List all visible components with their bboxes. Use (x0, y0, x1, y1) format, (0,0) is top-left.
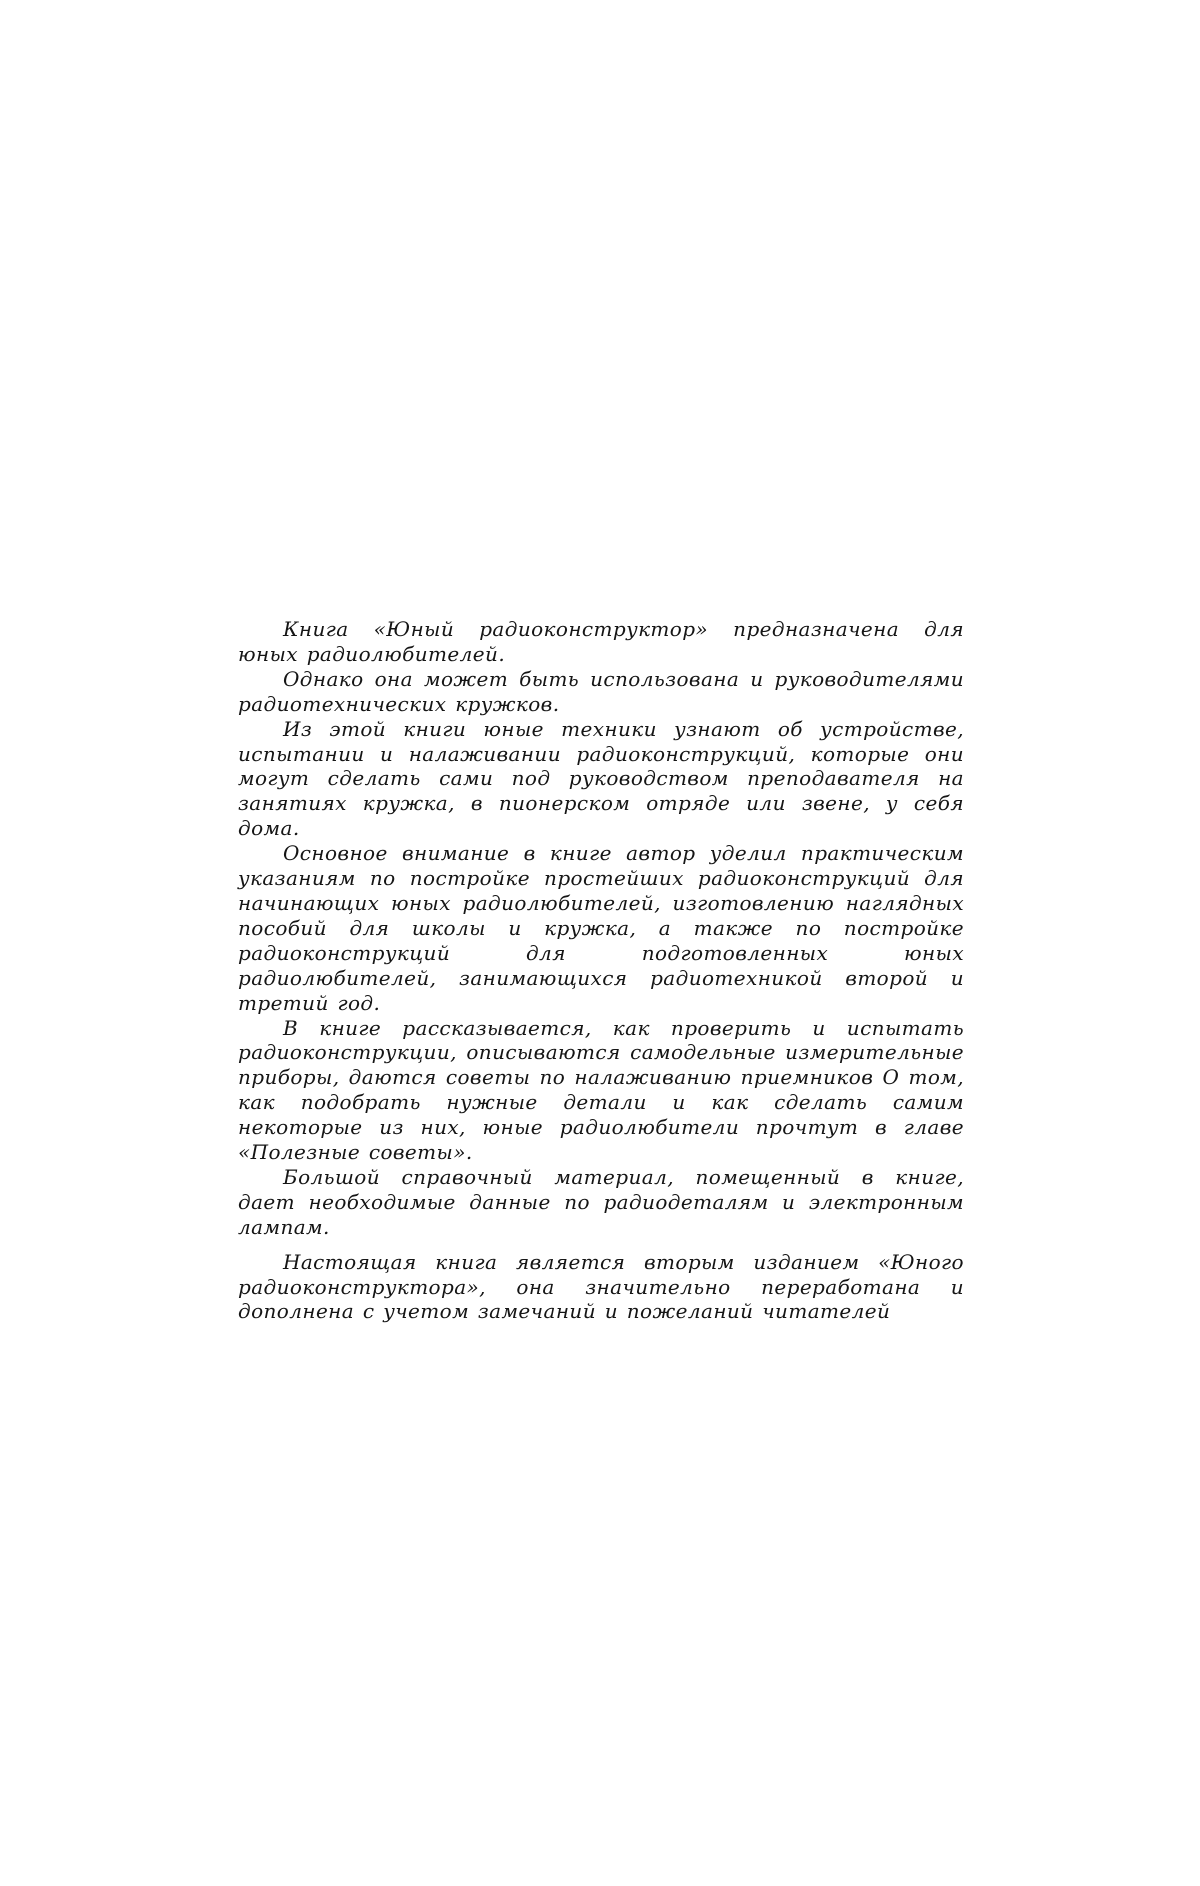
paragraph-club-leaders: Однако она может быть использована и руководителями радиотехнических кружков. (238, 666, 964, 716)
paragraph-testing-advice: В книге рассказывается, как проверить и испытать радиоконструкции, описываются самодельные измерительные приборы, даются советы по налаживанию приемников О том, как подобрать нужные детали и как сделать самим некоторые из них, юные радиолюбители прочтут в главе «Полезные советы». (238, 1015, 964, 1165)
paragraph-second-edition: Настоящая книга является вторым изданием «Юного радиоконструктора», она значительно переработана и дополнена с учетом замечаний и пожеланий читателей (238, 1249, 964, 1324)
paragraph-intended-audience: Книга «Юный радиоконструктор» предназначена для юных радиолюбителей. (238, 617, 964, 666)
paragraph-book-contents: Из этой книги юные техники узнают об устройстве, испытании и налаживании радиоконструкций, которые они могут сделать сами под руководством преподавателя на занятиях кружка, в пионерском отряде или звене, у себя дома. (238, 716, 964, 841)
annotation-text-block (238, 617, 964, 1324)
paragraph-main-focus: Основное внимание в книге автор уделил практическим указаниям по постройке простейших радиоконструкций для начинающих юных радиолюбителей, изготовлению наглядных пособий для школы и кружка, а также по постройке радиоконструкций для подготовленных юных радиолюбителей, занимающихся радиотехникой второй и третий год. (238, 841, 964, 1015)
paragraph-reference-material: Большой справочный материал, помещенный в книге, дает необходимые данные по радиодеталям и электронным лампам. (238, 1164, 964, 1239)
